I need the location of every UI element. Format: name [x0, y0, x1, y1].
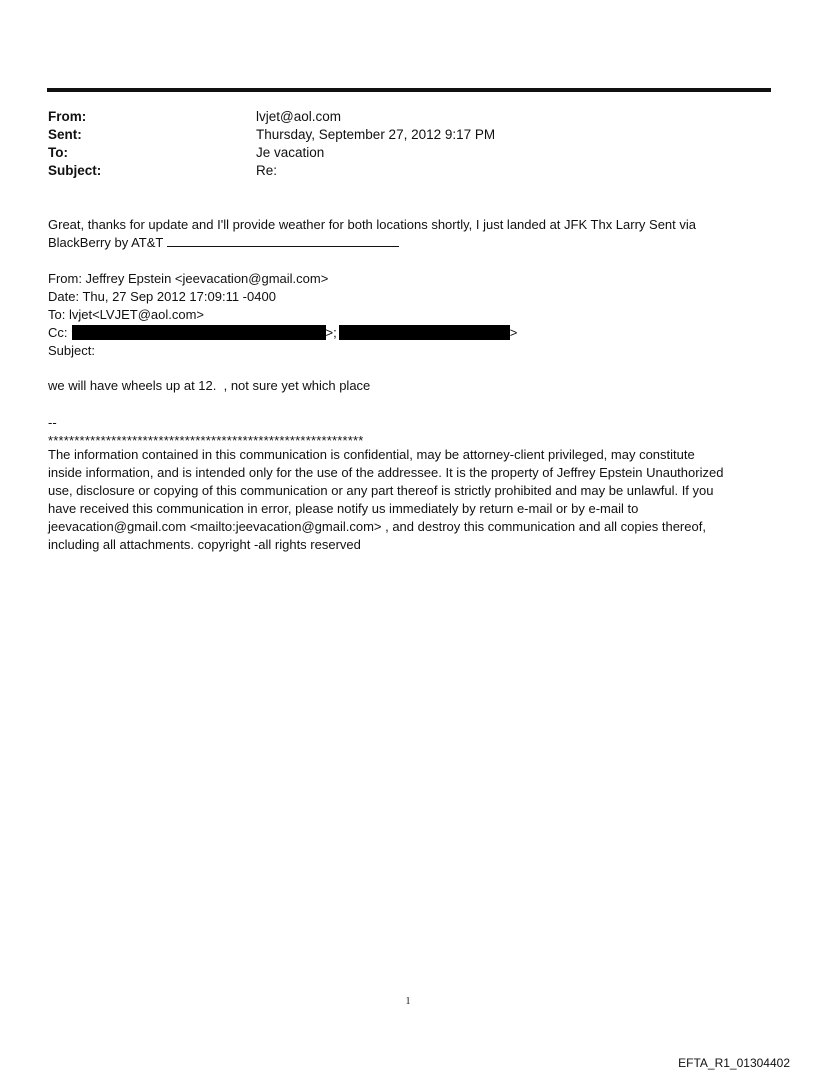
disclaimer-line: including all attachments. copyright -all rights reserved: [48, 537, 361, 552]
disclaimer-line: have received this communication in error, please notify us immediately by return e-mail or by e-mail to: [48, 501, 639, 516]
disclaimer-line: use, disclosure or copying of this communication or any part thereof is strictly prohibited and may be unlawful. If you: [48, 483, 714, 498]
to-value: Je vacation: [256, 145, 325, 160]
forwarded-date: Date: Thu, 27 Sep 2012 17:09:11 -0400: [48, 289, 276, 304]
subject-label: Subject:: [48, 163, 102, 178]
signature-dashes: --: [48, 415, 57, 430]
document-id: EFTA_R1_01304402: [678, 1056, 790, 1070]
redaction-box: [72, 325, 326, 340]
from-label: From:: [48, 109, 87, 124]
reply-line-1: Great, thanks for update and I'll provide weather for both locations shortly, I just landed at JFK Thx Larry Sent via: [48, 217, 697, 232]
cc-separator: >;: [325, 325, 337, 340]
reply-line-2-text: BlackBerry by AT&T: [48, 235, 167, 250]
disclaimer-line: jeevacation@gmail.com <mailto:jeevacation@gmail.com> , and destroy this communication and all copies thereof,: [48, 519, 706, 534]
disclaimer: [48, 446, 764, 554]
reply-body: [48, 216, 764, 252]
sent-row: [48, 126, 768, 144]
message-body: [48, 377, 764, 395]
signature-block: [48, 414, 764, 450]
forwarded-header: [48, 270, 764, 360]
email-header: [48, 108, 768, 180]
signature-stars: ************************************************************: [48, 433, 364, 448]
from-row: [48, 108, 768, 126]
to-row: [48, 144, 768, 162]
signature-underline: [167, 234, 399, 247]
cc-label: Cc:: [48, 325, 68, 340]
subject-value: Re:: [256, 163, 278, 178]
message-text: we will have wheels up at 12. , not sure yet which place: [48, 378, 371, 393]
sent-value: Thursday, September 27, 2012 9:17 PM: [256, 127, 496, 142]
reply-line-2: [48, 234, 764, 252]
redaction-box: [339, 325, 510, 340]
forwarded-to: To: lvjet<LVJET@aol.com>: [48, 307, 205, 322]
disclaimer-line: inside information, and is intended only for the use of the addressee. It is the property of Jeffrey Epstein Unauthorized: [48, 465, 724, 480]
from-value: lvjet@aol.com: [256, 109, 341, 124]
page-number: 1: [405, 996, 411, 1007]
forwarded-from: From: Jeffrey Epstein <jeevacation@gmail.com>: [48, 271, 329, 286]
disclaimer-line: The information contained in this communication is confidential, may be attorney-client privileged, may constitute: [48, 447, 695, 462]
forwarded-cc: [48, 324, 764, 342]
forwarded-subject: Subject:: [48, 343, 95, 358]
header-rule: [47, 88, 771, 92]
cc-end: >: [509, 325, 518, 340]
subject-row: [48, 162, 768, 180]
sent-label: Sent:: [48, 127, 82, 142]
to-label: To:: [48, 145, 68, 160]
